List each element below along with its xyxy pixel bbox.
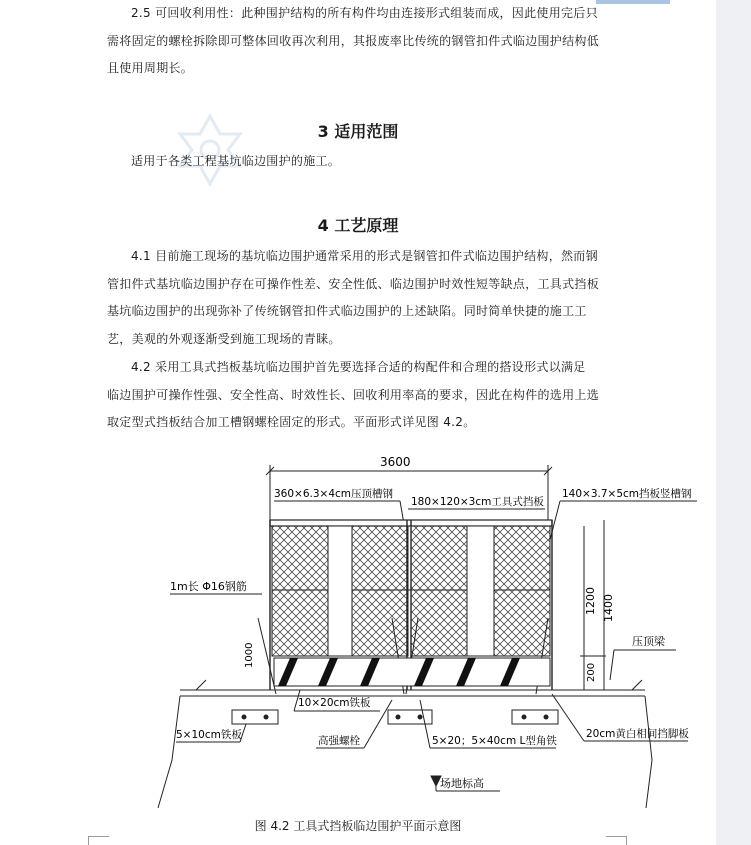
label-iron-plate: 5×10cm铁板: [176, 729, 242, 741]
text-line: 4.2 采用工具式挡板基坑临边围护首先要选择合适的构配件和合理的搭设形式以满足: [131, 360, 586, 374]
text-line: 4.1 目前施工现场的基坑临边围护通常采用的形式是钢管扣件式临边围护结构，然而钢: [131, 249, 598, 263]
text-line: 管扣件式基坑临边围护存在可操作性差、安全性低、临边围护时效性短等缺点，工具式挡板: [107, 276, 600, 291]
dim-1200: 1200: [584, 587, 597, 615]
fence-diagram: [0, 440, 716, 815]
ground-lines: [158, 680, 652, 808]
label-top-mid: 180×120×3cm工具式挡板: [411, 496, 544, 508]
page-gutter: [716, 0, 751, 845]
top-accent-bar: [596, 0, 670, 4]
label-bolt: 高强螺栓: [318, 735, 360, 747]
corner-mark-left: [88, 836, 109, 845]
text-line: 临边围护可操作性强、安全性高、时效性长、回收利用率高的要求，因此在构件的选用上选: [107, 387, 600, 402]
label-steel-plate: 10×20cm铁板: [298, 697, 371, 709]
figure-caption: 图 4.2 工具式挡板临边围护平面示意图: [254, 819, 462, 833]
section-3-heading: 3 适用范围: [317, 122, 399, 141]
paragraph-4-2: [107, 354, 607, 437]
base-plates: [232, 710, 558, 724]
toe-board: [274, 658, 550, 686]
section-4-heading: 4 工艺原理: [317, 216, 399, 235]
text-line: 且使用周期长。: [107, 61, 194, 75]
section-3-body: [107, 148, 607, 176]
paragraph-2-5: [107, 0, 607, 83]
text-line: 2.5 可回收利用性：此种围护结构的所有构件均由连接形式组装而成，因此使用完后只: [131, 6, 598, 20]
text-line: 艺，美观的外观逐渐受到施工现场的青睐。: [107, 331, 341, 346]
corner-mark-right: [606, 836, 627, 845]
dim-1000: 1000: [244, 642, 255, 668]
label-rebar: 1m长 Φ16钢筋: [170, 580, 247, 593]
label-top-right: 140×3.7×5cm挡板竖槽钢: [562, 488, 692, 500]
label-angle: 5×20；5×40cm L型角铁: [432, 735, 557, 747]
text-line: 适用于各类工程基坑临边围护的施工。: [131, 154, 341, 168]
dim-200: 200: [586, 662, 597, 682]
dim-total-label: 3600: [380, 455, 411, 469]
paragraph-4-1: [107, 243, 607, 353]
text-line: 需将固定的螺栓拆除即可整体回收再次利用，其报废率比传统的钢管扣件式临边围护结构低: [107, 33, 600, 48]
text-line: 取定型式挡板结合加工槽钢螺栓固定的形式。平面形式详见图 4.2。: [107, 415, 476, 429]
label-beam: 压顶梁: [632, 635, 665, 648]
label-top-left: 360×6.3×4cm压顶槽钢: [274, 488, 394, 500]
label-ground: 场地标高: [440, 777, 484, 790]
label-toeboard: 20cm黄白相间挡脚板: [586, 728, 689, 740]
dim-1400: 1400: [602, 594, 615, 622]
text-line: 基坑临边围护的出现弥补了传统钢管扣件式临边围护的上述缺陷。同时简单快捷的施工工: [107, 304, 587, 318]
